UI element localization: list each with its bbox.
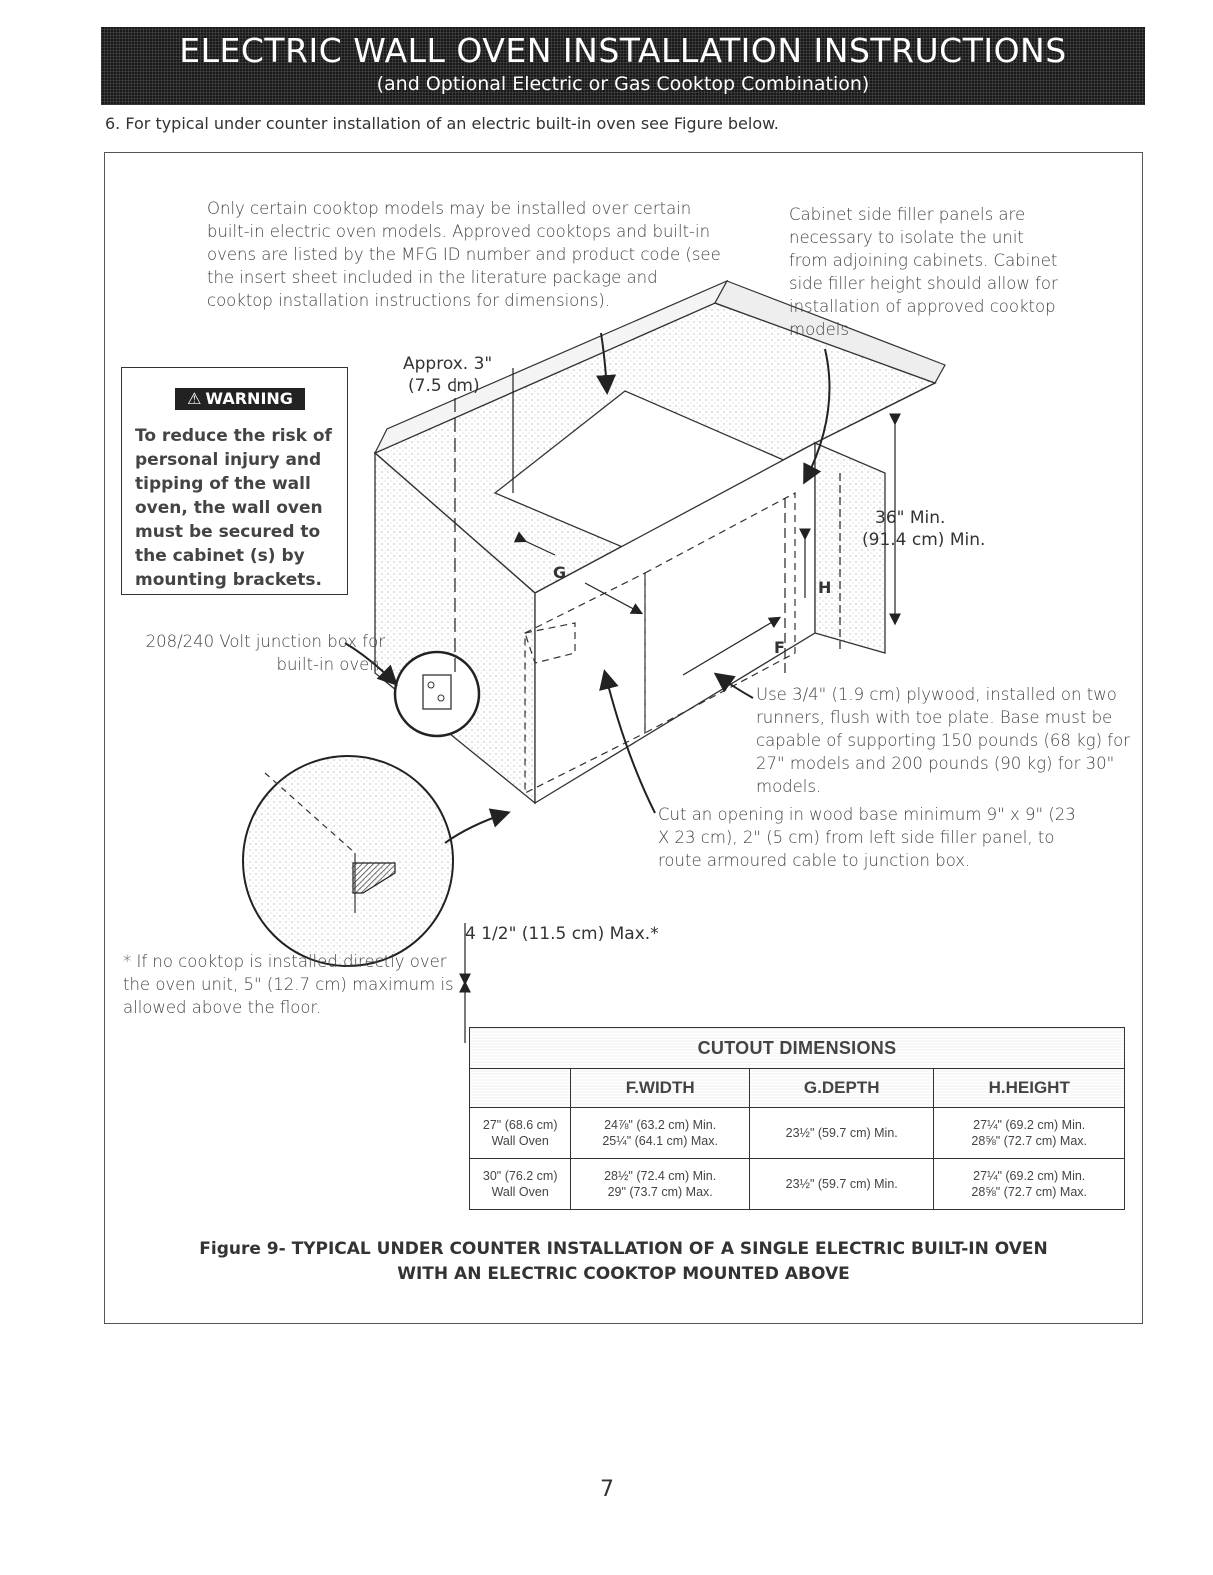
header-banner [101, 27, 1145, 105]
table-cell-width [571, 1159, 750, 1210]
height-min: 27¼" (69.2 cm) Min. [973, 1118, 1086, 1132]
footnote: * If no cooktop is installed directly over the oven unit, 5" (12.7 cm) maximum is allowed above the floor. [123, 952, 454, 1017]
table-cell-depth: 23½" (59.7 cm) Min. [749, 1159, 934, 1210]
depth-label-g: G [553, 563, 567, 582]
warning-text: To reduce the risk of personal injury and tipping of the wall oven, the wall oven must be secured to the cabinet (s) by mounting brackets. [135, 426, 332, 590]
table-row [470, 1159, 1125, 1210]
min-height-cm-label: (91.4 cm) Min. [862, 530, 986, 550]
warning-triangle-icon: ⚠ [187, 389, 202, 408]
table-cell-depth: 23½" (59.7 cm) Min. [749, 1108, 934, 1159]
model-size: 27" (68.6 cm) [482, 1118, 558, 1132]
width-min: 24⅞" (63.2 cm) Min. [604, 1118, 717, 1132]
cutout-dimensions-table [469, 1027, 1125, 1210]
intro-step: 6. For typical under counter installation of an electric built-in oven see Figure below. [105, 114, 779, 133]
page-subtitle: (and Optional Electric or Gas Cooktop Combination) [376, 73, 870, 95]
height-min: 27¼" (69.2 cm) Min. [973, 1169, 1086, 1183]
table-header-depth: G.DEPTH [749, 1069, 934, 1108]
model-type: Wall Oven [491, 1134, 549, 1148]
page-title: ELECTRIC WALL OVEN INSTALLATION INSTRUCTIONS [179, 31, 1067, 70]
table-cell-model [470, 1108, 571, 1159]
figure-caption-line1: Figure 9- TYPICAL UNDER COUNTER INSTALLATION OF A SINGLE ELECTRIC BUILT-IN OVEN [199, 1239, 1048, 1259]
page-number: 7 [600, 1477, 614, 1502]
warning-badge [175, 388, 305, 410]
junction-box-detail [395, 652, 479, 736]
approx-clearance-label: Approx. 3" [403, 354, 493, 374]
min-height-label: 36" Min. [875, 508, 946, 528]
width-min: 28½" (72.4 cm) Min. [604, 1169, 717, 1183]
table-row [470, 1108, 1125, 1159]
table-cell-width [571, 1108, 750, 1159]
table-header-width: F.WIDTH [571, 1069, 750, 1108]
figure-caption [105, 1237, 1142, 1287]
cooktop-models-note: Only certain cooktop models may be installed over certain built-in electric oven models. Approved cooktops and built-in ovens are listed by the MFG ID number and product code (see the insert sheet included in the literature package and cooktop installation instructions for dimensions). [207, 199, 721, 310]
table-header-blank [470, 1069, 571, 1108]
table-title: CUTOUT DIMENSIONS [470, 1028, 1125, 1069]
height-label-h: H [818, 578, 832, 597]
width-max: 29" (73.7 cm) Max. [607, 1185, 713, 1199]
toe-max-label: 4 1/2" (11.5 cm) Max.* [465, 924, 659, 944]
figure-box [104, 152, 1143, 1324]
height-max: 28⅝" (72.7 cm) Max. [971, 1134, 1088, 1148]
table-cell-model [470, 1159, 571, 1210]
width-label-f: F [774, 638, 785, 657]
approx-clearance-cm-label: (7.5 cm) [408, 376, 480, 396]
model-size: 30" (76.2 cm) [482, 1169, 558, 1183]
figure-caption-line2: WITH AN ELECTRIC COOKTOP MOUNTED ABOVE [397, 1264, 850, 1284]
height-max: 28⅝" (72.7 cm) Max. [971, 1185, 1088, 1199]
cable-cutout-note: Cut an opening in wood base minimum 9" x 9" (23 X 23 cm), 2" (5 cm) from left side filler panel, to route armoured cable to junction box. [658, 805, 1076, 870]
junction-box-note: 208/240 Volt junction box for built-in oven. [145, 632, 385, 674]
toe-kick-magnifier [243, 756, 453, 966]
model-type: Wall Oven [491, 1185, 549, 1199]
table-cell-height [934, 1108, 1125, 1159]
filler-panels-note: Cabinet side filler panels are necessary to isolate the unit from adjoining cabinets. Cabinet side filler height should allow for installation of approved cooktop models [789, 205, 1058, 339]
warning-badge-label: WARNING [205, 389, 293, 408]
plywood-base-note: Use 3/4" (1.9 cm) plywood, installed on two runners, flush with toe plate. Base must be capable of supporting 150 pounds (68 kg) for 27" models and 200 pounds (90 kg) for 30" models. [756, 685, 1130, 796]
width-max: 25¼" (64.1 cm) Max. [602, 1134, 718, 1148]
warning-box [121, 367, 348, 595]
table-header-height: H.HEIGHT [934, 1069, 1125, 1108]
table-cell-height [934, 1159, 1125, 1210]
